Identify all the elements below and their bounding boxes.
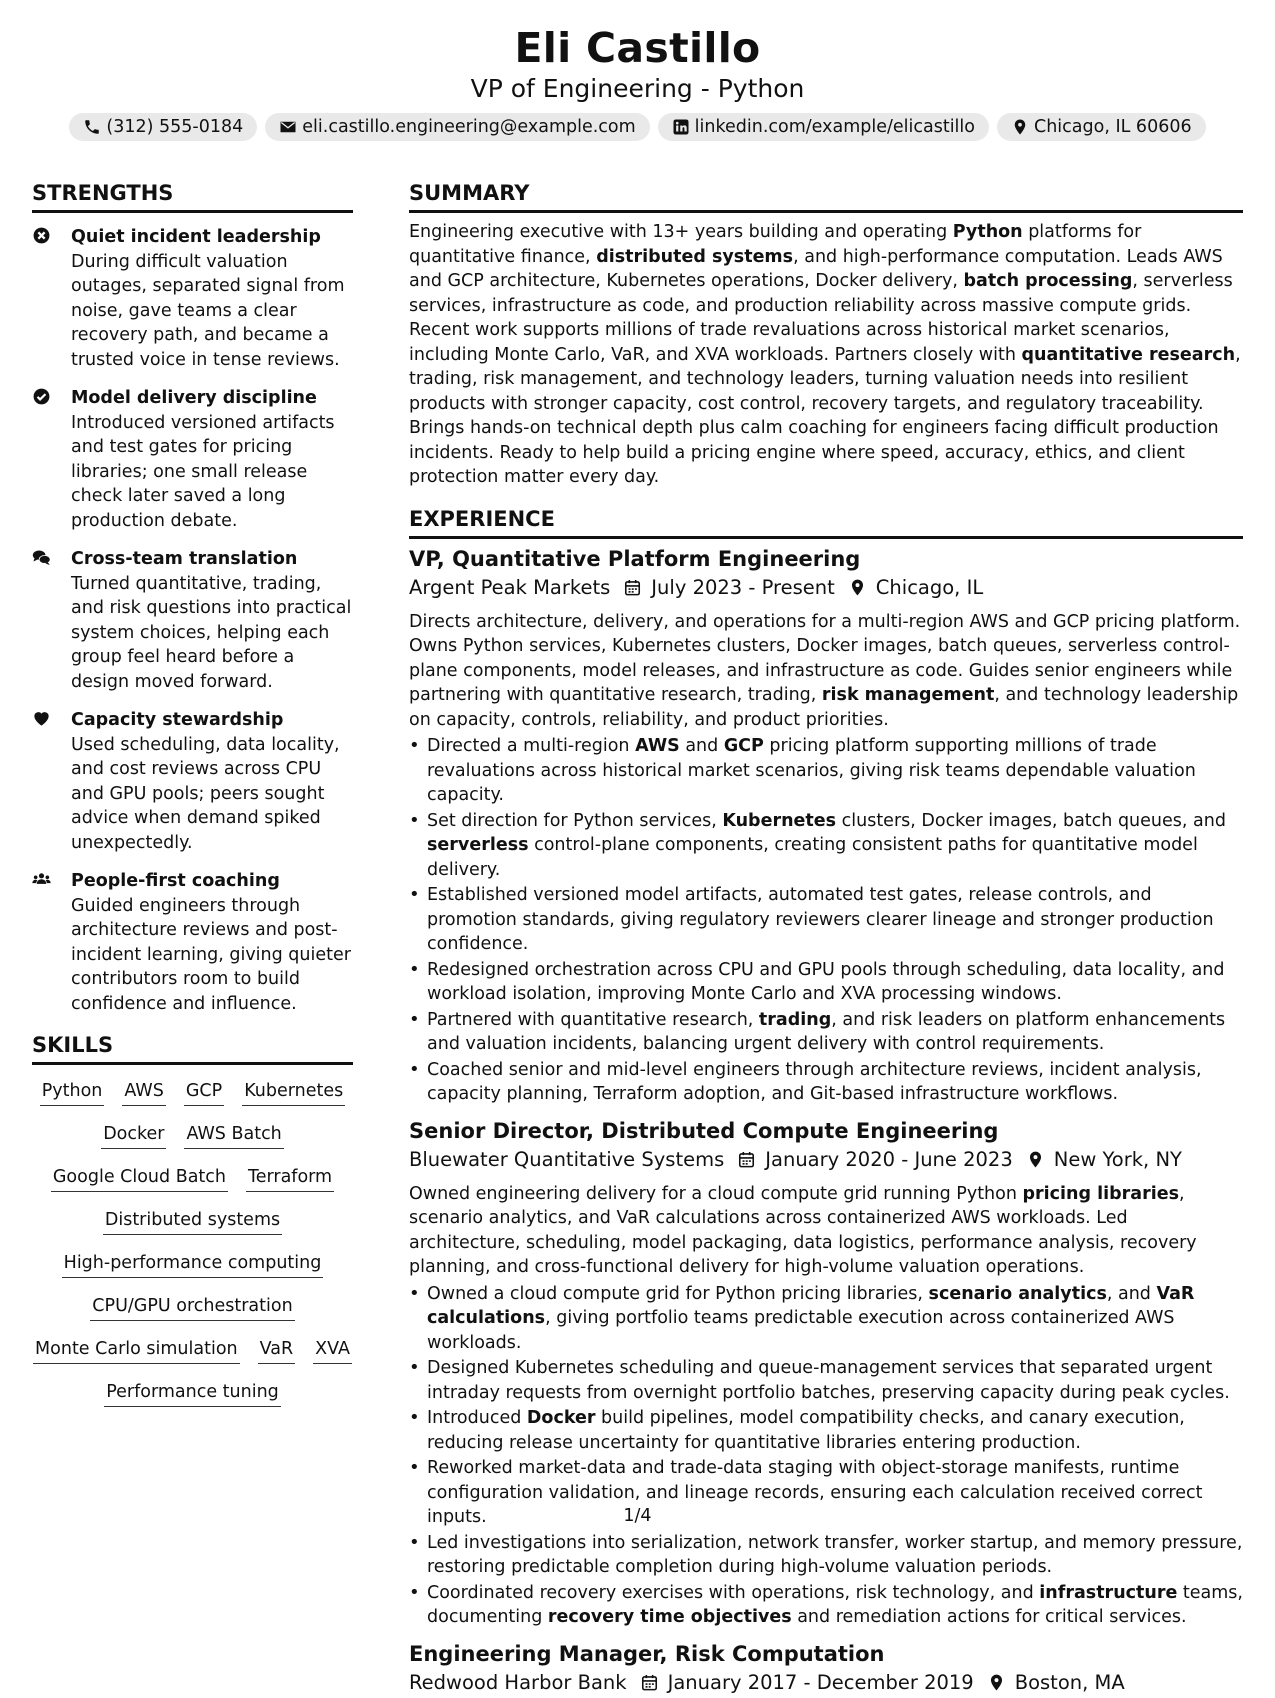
job-description <box>409 610 1243 733</box>
contact-linkedin[interactable] <box>658 113 989 141</box>
skill-tag: AWS <box>122 1079 165 1106</box>
achievement-item <box>409 1282 1243 1356</box>
text-run: Coached senior and mid-level engineers through architecture reviews, incident analysis, capacity planning, Terraform adoption, and Git-based infrastructure workflows. <box>427 1059 1202 1104</box>
text-run: Redesigned orchestration across CPU and GPU pools through scheduling, data locality, and workload isolation, improving Monte Carlo and XVA processing windows. <box>427 959 1225 1004</box>
achievement-item <box>409 809 1243 883</box>
check-circle-icon <box>32 386 71 533</box>
job-meta <box>409 1668 1243 1698</box>
skill-tag: Docker <box>101 1122 166 1149</box>
strengths-heading: STRENGTHS <box>32 180 353 213</box>
company-name: Argent Peak Markets <box>409 575 611 599</box>
strength-item <box>32 547 353 694</box>
text-run: build pipelines, model compatibility checks, and canary execution, reducing release uncertainty for quantitative libraries entering production. <box>427 1408 1185 1453</box>
candidate-title: VP of Engineering - Python <box>470 74 805 103</box>
skills-list <box>32 1079 353 1407</box>
page-number: 1/4 <box>623 1506 652 1526</box>
contact-location <box>997 113 1206 141</box>
job-meta <box>409 1145 1243 1175</box>
contact-bar <box>0 113 1275 141</box>
text-run: Reworked market-data and trade-data staging with object-storage manifests, runtime configuration validation, and lineage records, ensuring each calculation received correct inputs. <box>427 1458 1203 1527</box>
text-run: , trading, risk management, and technology leaders, turning valuation needs into resilient products with stronger capacity, cost control, recovery targets, and regulatory traceability. Brings hands-on technical depth plus calm coaching for engineers facing difficult production incidents. Ready to help build a pricing engine where speed, accuracy, ethics, and client protection matter every day. <box>409 344 1241 487</box>
map-pin-icon <box>974 1673 1015 1692</box>
achievement-item <box>409 1356 1243 1405</box>
text-run: Established versioned model artifacts, automated test gates, release controls, and promotion standards, giving regulatory reviewers clearer lineage and stronger production confidence. <box>427 885 1214 954</box>
left-column <box>32 180 353 1423</box>
job-title: Engineering Manager, Risk Computation <box>409 1641 885 1666</box>
text-run: , and <box>1106 1283 1157 1304</box>
users-icon <box>32 869 71 1016</box>
skill-tag: Python <box>40 1079 105 1106</box>
emphasis-text: recovery time objectives <box>547 1607 792 1627</box>
text-run: Led investigations into serialization, network transfer, worker startup, and memory pressure, restoring predictable completion during high-volume valuation periods. <box>427 1532 1243 1577</box>
skill-tag: CPU/GPU orchestration <box>90 1294 294 1321</box>
text-run: Directed a multi-region <box>427 736 636 756</box>
text-run: , serverless services, infrastructure as code, and production reliability across massive compute grids. Recent work supports millions of trade revaluations across historical market scenarios, including Monte Carlo, VaR, and XVA workloads. Partners closely with <box>409 271 1233 365</box>
strength-title: Capacity stewardship <box>71 710 284 730</box>
strength-desc: Turned quantitative, trading, and risk questions into practical system choices, helping each group feel heard before a design moved forward. <box>71 573 352 692</box>
emphasis-text: Kubernetes <box>722 810 837 831</box>
skill-tag: AWS Batch <box>184 1122 283 1149</box>
skill-tag: Kubernetes <box>242 1079 345 1106</box>
summary-heading: SUMMARY <box>409 180 1243 213</box>
experience-heading: EXPERIENCE <box>409 506 1243 539</box>
job-entry <box>409 1640 1243 1698</box>
skill-row <box>32 1294 353 1321</box>
chat-bubbles-icon <box>32 547 71 694</box>
skill-tag: GCP <box>184 1079 224 1106</box>
skill-tag: Google Cloud Batch <box>51 1165 228 1192</box>
skill-tag: Monte Carlo simulation <box>33 1337 240 1364</box>
achievement-list <box>409 1282 1243 1630</box>
achievement-item <box>409 1406 1243 1455</box>
text-run: , scenario analytics, and VaR calculations across containerized AWS workloads. Led architecture, scheduling, model packaging, data logistics, performance analysis, recovery planning, and cross-functional delivery for high-volume valuation operations. <box>409 1183 1197 1277</box>
company-name: Bluewater Quantitative Systems <box>409 1147 725 1171</box>
achievement-item <box>409 1531 1243 1580</box>
strength-title: People-first coaching <box>71 871 280 891</box>
job-entry <box>409 1117 1243 1630</box>
job-entry <box>409 545 1243 1107</box>
text-run: Owned engineering delivery for a cloud compute grid running Python <box>409 1183 1023 1204</box>
contact-email[interactable] <box>265 113 649 141</box>
emphasis-text: quantitative research <box>1021 344 1236 365</box>
text-run: Designed Kubernetes scheduling and queue-management services that separated urgent intraday requests from overnight portfolio batches, preserving capacity during peak cycles. <box>427 1358 1230 1403</box>
skills-section <box>32 1032 353 1407</box>
email-text: eli.castillo.engineering@example.com <box>302 117 636 137</box>
text-run: Owned a cloud compute grid for Python pricing libraries, <box>427 1283 929 1304</box>
job-title: VP, Quantitative Platform Engineering <box>409 546 861 571</box>
emphasis-text: GCP <box>723 736 764 756</box>
achievement-item <box>409 1581 1243 1630</box>
text-run: Coordinated recovery exercises with operations, risk technology, and <box>427 1582 1040 1603</box>
strength-item <box>32 225 353 372</box>
skill-row <box>32 1122 353 1149</box>
emphasis-text: trading <box>758 1009 832 1030</box>
heart-icon <box>32 708 71 855</box>
job-location: Chicago, IL <box>875 575 984 599</box>
skill-row <box>32 1251 353 1278</box>
skill-tag: Distributed systems <box>103 1208 282 1235</box>
strength-title: Model delivery discipline <box>71 388 317 408</box>
strength-title: Quiet incident leadership <box>71 227 321 247</box>
skill-tag: Performance tuning <box>104 1380 281 1407</box>
emphasis-text: Python <box>952 222 1023 242</box>
map-pin-icon <box>1011 118 1029 136</box>
calendar-icon <box>627 1673 668 1692</box>
calendar-icon <box>610 578 651 597</box>
job-title: Senior Director, Distributed Compute Engineering <box>409 1118 999 1143</box>
text-run: , and technology leadership on capacity, controls, reliability, and product priorities. <box>409 685 1239 730</box>
achievement-item <box>409 1058 1243 1107</box>
candidate-name: Eli Castillo <box>514 24 761 72</box>
skill-tag: High-performance computing <box>62 1251 324 1278</box>
text-run: platforms for quantitative finance, <box>409 222 1142 267</box>
map-pin-icon <box>1013 1150 1054 1169</box>
text-run: and remediation actions for critical services. <box>791 1607 1187 1627</box>
strength-item <box>32 708 353 855</box>
text-run: Directs architecture, delivery, and operations for a multi-region AWS and GCP pricing platform. Owns Python services, Kubernetes clusters, Docker images, batch queues, serverless control-plane components, model releases, and infrastructure as code. Guides senior engineers while partnering with quantitative research, trading, <box>409 611 1241 705</box>
achievement-list <box>409 734 1243 1107</box>
job-location: Boston, MA <box>1014 1670 1125 1694</box>
skill-row <box>32 1380 353 1407</box>
job-location: New York, NY <box>1053 1147 1182 1171</box>
job-dates: January 2020 - June 2023 <box>765 1147 1013 1171</box>
text-run: control-plane components, creating consistent paths for quantitative model delivery. <box>427 835 1198 880</box>
contact-phone[interactable] <box>69 113 257 141</box>
strength-title: Cross-team translation <box>71 549 298 569</box>
emphasis-text: pricing libraries <box>1022 1183 1179 1204</box>
linkedin-icon <box>672 118 690 136</box>
emphasis-text: scenario analytics <box>928 1283 1107 1304</box>
ban-circle-icon <box>32 225 71 372</box>
emphasis-text: VaR calculations <box>427 1283 1195 1328</box>
emphasis-text: Docker <box>526 1408 596 1428</box>
skill-row <box>32 1079 353 1106</box>
location-text: Chicago, IL 60606 <box>1034 117 1192 137</box>
achievement-item <box>409 958 1243 1007</box>
emphasis-text: AWS <box>635 736 680 756</box>
text-run: , and risk leaders on platform enhancements and valuation incidents, balancing urgent delivery with control requirements. <box>427 1009 1226 1054</box>
skill-row <box>32 1208 353 1235</box>
text-run: , and high-performance computation. Leads AWS and GCP architecture, Kubernetes operations, Docker delivery, <box>409 246 1223 291</box>
strength-desc: Introduced versioned artifacts and test gates for pricing libraries; one small release check later saved a long production debate. <box>71 412 335 531</box>
strength-item <box>32 386 353 533</box>
skill-tag: Terraform <box>246 1165 334 1192</box>
text-run: and <box>679 736 724 756</box>
text-run: clusters, Docker images, batch queues, and <box>836 810 1226 831</box>
emphasis-text: serverless <box>427 835 529 855</box>
text-run: Partnered with quantitative research, <box>427 1009 759 1030</box>
job-description <box>409 1182 1243 1280</box>
skills-heading: SKILLS <box>32 1032 353 1065</box>
emphasis-text: distributed systems <box>596 246 794 267</box>
text-run: , giving portfolio teams predictable execution across containerized AWS workloads. <box>427 1308 1175 1353</box>
map-pin-icon <box>835 578 876 597</box>
summary-text <box>409 220 1243 490</box>
text-run: Engineering executive with 13+ years building and operating <box>409 222 953 242</box>
envelope-icon <box>279 118 297 136</box>
strength-desc: During difficult valuation outages, separated signal from noise, gave teams a clear recovery path, and became a trusted voice in tense reviews. <box>71 251 345 370</box>
skill-tag: XVA <box>313 1337 352 1364</box>
calendar-icon <box>724 1150 765 1169</box>
right-column <box>409 180 1243 1698</box>
achievement-item <box>409 734 1243 808</box>
phone-icon <box>83 118 101 136</box>
skill-row <box>32 1165 353 1192</box>
text-run: Introduced <box>427 1408 527 1428</box>
strength-desc: Used scheduling, data locality, and cost reviews across CPU and GPU pools; peers sought advice when demand spiked unexpectedly. <box>71 734 340 853</box>
text-run: Set direction for Python services, <box>427 810 723 831</box>
emphasis-text: batch processing <box>963 271 1133 291</box>
strength-item <box>32 869 353 1016</box>
emphasis-text: risk management <box>821 685 995 705</box>
job-meta <box>409 573 1243 603</box>
achievement-item <box>409 883 1243 957</box>
strength-desc: Guided engineers through architecture reviews and post-incident learning, giving quieter contributors room to build confidence and influence. <box>71 895 351 1014</box>
emphasis-text: infrastructure <box>1039 1582 1178 1603</box>
achievement-item <box>409 1008 1243 1057</box>
text-run: teams, documenting <box>427 1582 1243 1627</box>
company-name: Redwood Harbor Bank <box>409 1670 627 1694</box>
phone-text: (312) 555-0184 <box>106 117 244 137</box>
skill-row <box>32 1337 353 1364</box>
skill-tag: VaR <box>258 1337 296 1364</box>
job-dates: July 2023 - Present <box>651 575 835 599</box>
text-run: pricing platform supporting millions of trade revaluations across historical market scenarios, giving risk teams dependable valuation capacity. <box>427 736 1196 805</box>
linkedin-text: linkedin.com/example/elicastillo <box>694 117 975 137</box>
job-dates: January 2017 - December 2019 <box>667 1670 974 1694</box>
